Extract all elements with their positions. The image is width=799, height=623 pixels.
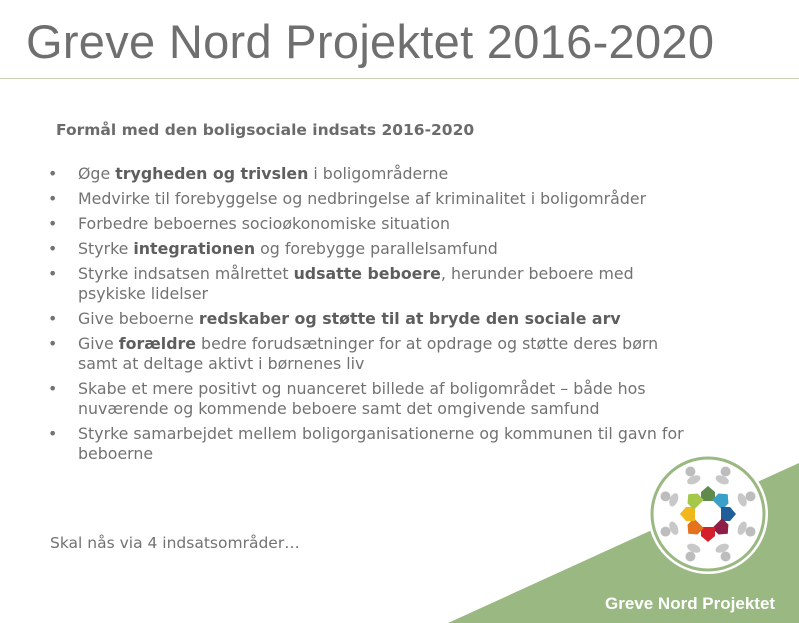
project-logo-icon: [646, 452, 770, 576]
section-subtitle: Formål med den boligsociale indsats 2016-2020: [56, 121, 475, 139]
logo-person-head: [721, 467, 731, 477]
logo-person-head: [721, 552, 731, 562]
footer-note: Skal nås via 4 indsatsområder…: [50, 534, 300, 552]
bullet-dot: •: [48, 379, 58, 398]
bullet-dot: •: [48, 309, 58, 328]
list-item: • Skabe et mere positivt og nuanceret billede af boligområdet – både hos nuværende og kommende beboere samt det omgivende samfund: [48, 379, 646, 418]
logo-person-head: [661, 491, 671, 501]
list-item: • Give forældre bedre forudsætninger for at opdrage og støtte deres børn samt at deltage aktivt i børnenes liv: [48, 334, 659, 373]
logo-person-head: [746, 527, 756, 537]
bullet-dot: •: [48, 164, 58, 183]
list-item: • Styrke indsatsen målrettet udsatte beboere, herunder beboere med psykiske lidelser: [48, 264, 634, 303]
list-item: • Øge trygheden og trivslen i boligområderne: [48, 164, 449, 183]
brand-label: Greve Nord Projektet: [605, 594, 776, 613]
bullet-dot: •: [48, 214, 58, 233]
bullet-dot: •: [48, 239, 58, 258]
bullet-dot: •: [48, 264, 58, 283]
list-item: • Medvirke til forebyggelse og nedbringelse af kriminalitet i boligområder: [48, 189, 647, 208]
bullet-dot: •: [48, 189, 58, 208]
list-item: • Forbedre beboernes socioøkonomiske situation: [48, 214, 451, 233]
logo-person-head: [685, 552, 695, 562]
list-item: • Styrke samarbejdet mellem boligorganisationerne og kommunen til gavn for beboerne: [48, 424, 684, 463]
list-item: • Styrke integrationen og forebygge parallelsamfund: [48, 239, 498, 258]
page-title: Greve Nord Projektet 2016-2020: [26, 15, 715, 68]
logo-person-head: [746, 491, 756, 501]
list-item: • Give beboerne redskaber og støtte til at bryde den sociale arv: [48, 309, 621, 328]
logo-person-head: [661, 527, 671, 537]
logo-person-head: [685, 467, 695, 477]
bullet-dot: •: [48, 424, 58, 443]
bullet-dot: •: [48, 334, 58, 353]
